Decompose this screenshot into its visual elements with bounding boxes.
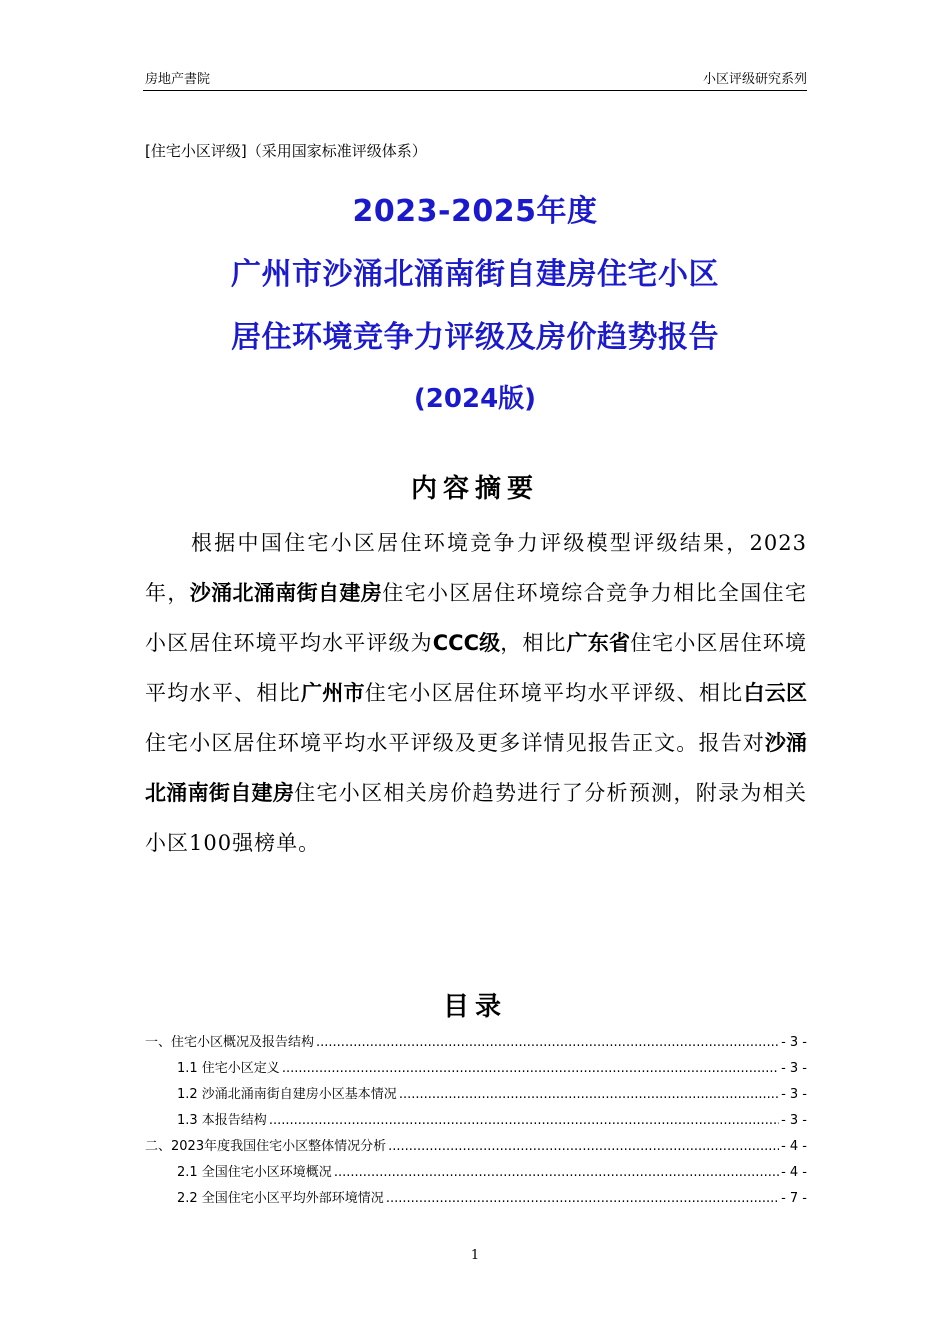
toc-entry-title: 一、住宅小区概况及报告结构 [145, 1035, 315, 1050]
abstract-highlight: 广州市 [300, 681, 365, 705]
toc-dot-leader [316, 1030, 779, 1056]
toc-entry-page: - 3 - [781, 1087, 807, 1102]
abstract-text: 住宅小区居住环境综合竞争力相比全国住宅小区居住环境平均水平评级为 [145, 581, 808, 655]
toc-entry[interactable] [145, 1056, 807, 1082]
abstract-highlight: CCC级 [432, 631, 501, 655]
header-series: 小区评级研究系列 [702, 72, 807, 87]
abstract-text: 根据中国住宅小区居住环境竞争力评级模型评级结果，2023年， [145, 531, 807, 605]
toc-entry-page: - 3 - [781, 1061, 807, 1076]
title-subject: 广州市沙涌北涌南街自建房住宅小区 [231, 257, 719, 292]
toc-entry-title: 2.2 全国住宅小区平均外部环境情况 [177, 1191, 384, 1206]
abstract-heading: 内容摘要 [410, 474, 539, 504]
toc-entry-page: - 3 - [781, 1113, 807, 1128]
abstract-text: 住宅小区居住环境平均水平评级及更多详情见报告正文。报告对 [145, 731, 765, 755]
toc-entry-page: - 4 - [781, 1165, 807, 1180]
toc-dot-leader [282, 1056, 779, 1082]
toc-entry[interactable] [145, 1030, 807, 1056]
toc-entry-title: 二、2023年度我国住宅小区整体情况分析 [145, 1139, 387, 1154]
title-edition: (2024版) [413, 384, 537, 414]
toc-entry-page: - 3 - [781, 1035, 807, 1050]
toc-entry-title: 1.2 沙涌北涌南街自建房小区基本情况 [177, 1087, 397, 1102]
abstract-text: ，相比 [500, 631, 567, 655]
header-publisher: 房地产書院 [145, 72, 211, 87]
toc-heading: 目录 [442, 992, 507, 1022]
toc-entry[interactable] [145, 1108, 807, 1134]
abstract-text: 住宅小区居住环境平均水平、相比 [145, 631, 808, 705]
abstract-text: 住宅小区居住环境平均水平评级、相比 [364, 681, 744, 705]
toc-entry[interactable] [145, 1160, 807, 1186]
header-divider [143, 90, 807, 91]
abstract-highlight: 沙涌北涌南街自建房 [145, 731, 807, 805]
toc-dot-leader [388, 1134, 779, 1160]
page-number: 1 [470, 1248, 480, 1263]
report-title [0, 180, 950, 429]
toc-entry-title: 1.3 本报告结构 [177, 1113, 267, 1128]
toc-entry-page: - 4 - [781, 1139, 807, 1154]
title-years: 2023-2025年度 [352, 194, 598, 229]
abstract-highlight: 广东省 [566, 631, 631, 655]
toc-dot-leader [399, 1082, 779, 1108]
toc-entry[interactable] [145, 1082, 807, 1108]
toc-entry-title: 1.1 住宅小区定义 [177, 1061, 280, 1076]
abstract-text: 住宅小区相关房价趋势进行了分析预测，附录为相关小区100强榜单。 [145, 781, 807, 855]
toc-dot-leader [386, 1186, 779, 1212]
abstract-paragraph [145, 518, 807, 868]
report-category: [住宅小区评级]（采用国家标准评级体系） [145, 142, 427, 160]
toc-entry-page: - 7 - [781, 1191, 807, 1206]
table-of-contents [145, 1030, 807, 1212]
toc-entry[interactable] [145, 1134, 807, 1160]
abstract-highlight: 白云区 [743, 681, 808, 705]
toc-dot-leader [334, 1160, 779, 1186]
abstract-highlight: 沙涌北涌南街自建房 [189, 581, 383, 605]
toc-dot-leader [269, 1108, 779, 1134]
toc-entry-title: 2.1 全国住宅小区环境概况 [177, 1165, 332, 1180]
toc-entry[interactable] [145, 1186, 807, 1212]
title-topic: 居住环境竞争力评级及房价趋势报告 [231, 320, 719, 355]
